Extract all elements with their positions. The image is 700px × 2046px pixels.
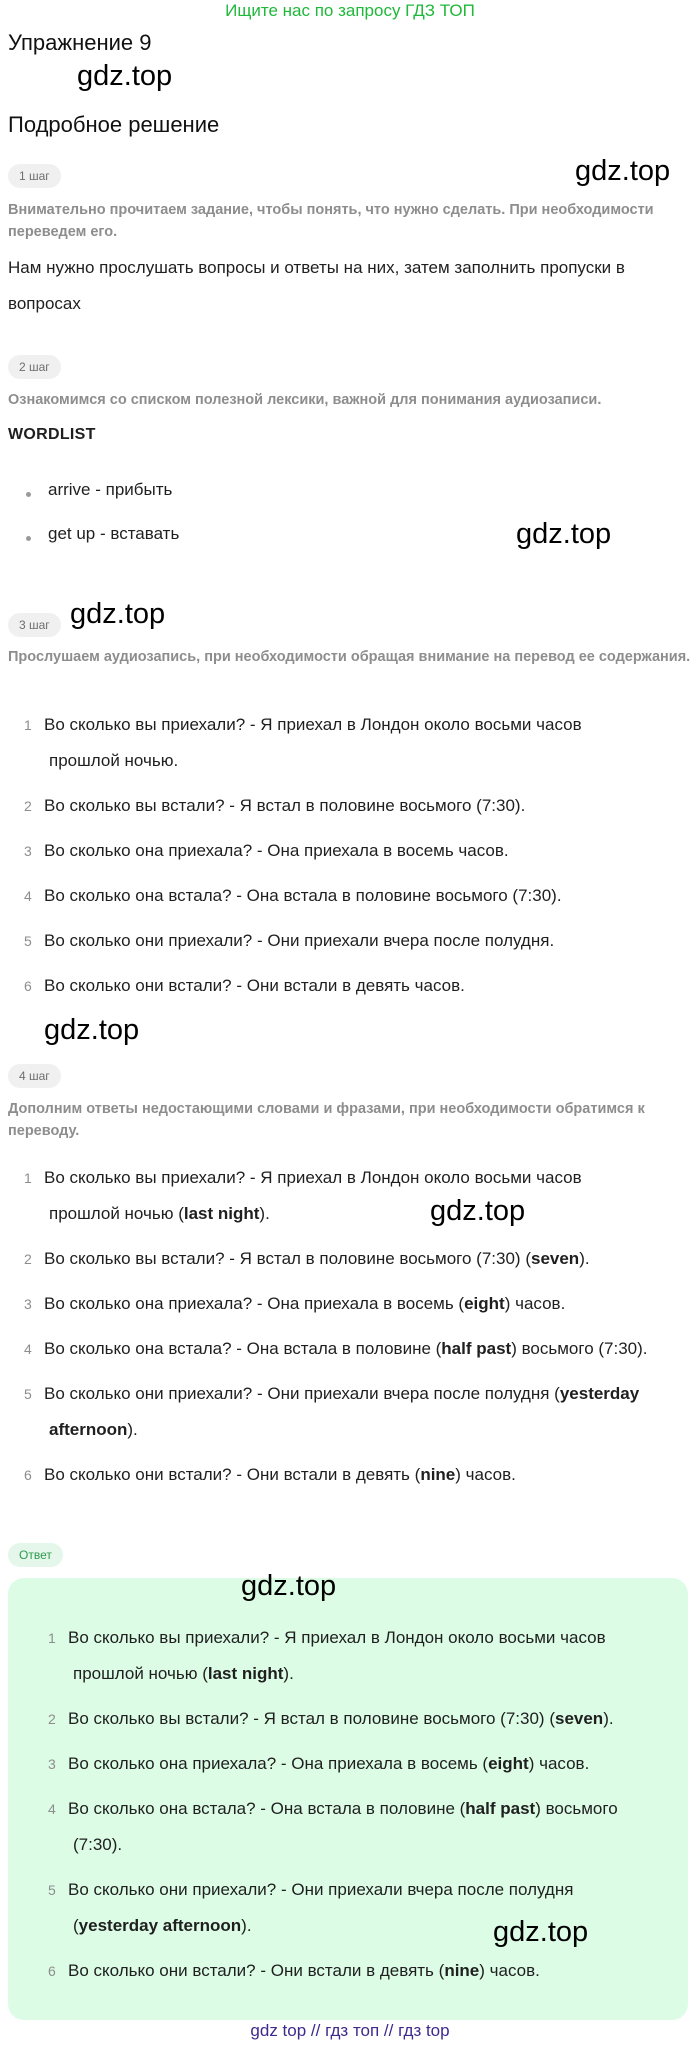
item-text: Во сколько она встала? - Она встала в половине восьмого (7:30). [44, 886, 562, 905]
answer-word: eight [464, 1294, 505, 1313]
item-text: ) часов. [479, 1961, 540, 1980]
answer-word: seven [554, 1709, 604, 1728]
answer-word: yesterday afternoon [78, 1916, 242, 1935]
item-text: Во сколько вы встали? - Я встал в половине восьмого (7:30) ( [68, 1709, 555, 1728]
list-item [8, 923, 692, 959]
item-text: Во сколько она приехала? - Она приехала в восемь ( [68, 1754, 489, 1773]
item-number: 4 [24, 888, 32, 904]
item-number: 3 [48, 1756, 56, 1772]
item-text: Во сколько вы приехали? - Я приехал в Лондон около восьми часов [44, 1168, 582, 1187]
list-item [8, 707, 692, 779]
item-text: Во сколько они встали? - Они встали в девять ( [68, 1961, 445, 1980]
item-text: Во сколько она приехала? - Она приехала в восемь часов. [44, 841, 509, 860]
item-number: 2 [48, 1711, 56, 1727]
list-item [8, 788, 692, 824]
answer-word: nine [420, 1465, 456, 1484]
item-text: Во сколько вы приехали? - Я приехал в Лондон около восьми часов [68, 1628, 606, 1647]
item-text: ). [259, 1204, 270, 1223]
answer-word: eight [488, 1754, 529, 1773]
item-number: 6 [24, 978, 32, 994]
step-badge: 1 шаг [8, 164, 61, 188]
item-number: 4 [24, 1341, 32, 1357]
item-text: Во сколько они встали? - Они встали в девять ( [44, 1465, 421, 1484]
item-text: ). [127, 1420, 138, 1439]
item-text: Во сколько она встала? - Она встала в половине ( [44, 1339, 442, 1358]
list-item [8, 833, 692, 869]
answer-word: afternoon [49, 1420, 128, 1439]
item-text: Во сколько они встали? - Они встали в девять часов. [44, 976, 465, 995]
list-item [8, 1286, 692, 1322]
step-instruction: Ознакомимся со списком полезной лексики, важной для понимания аудиозаписи. [8, 392, 602, 408]
item-number: 6 [24, 1467, 32, 1483]
step-badge: 3 шаг [8, 613, 61, 637]
answer-badge: Ответ [8, 1543, 63, 1567]
item-text: прошлой ночью. [49, 751, 179, 770]
item-text: ). [241, 1916, 252, 1935]
list-item [32, 1746, 688, 1782]
item-number: 5 [24, 933, 32, 949]
item-number: 1 [48, 1630, 56, 1646]
ordered-list [8, 707, 692, 1013]
item-text: ) часов. [528, 1754, 590, 1773]
page-title: Упражнение 9 [8, 30, 152, 55]
item-text: ). [579, 1249, 590, 1268]
item-text: Во сколько вы встали? - Я встал в половине восьмого (7:30). [44, 796, 526, 815]
step-badge: 2 шаг [8, 355, 61, 379]
list-item [32, 1953, 688, 1989]
watermark: gdz.top [575, 155, 671, 187]
step-instruction: Внимательно прочитаем задание, чтобы понять, что нужно сделать. При необходимости переведем его. [8, 202, 654, 240]
item-number: 1 [24, 1170, 32, 1186]
step-instruction: Прослушаем аудиозапись, при необходимости обращая внимание на перевод ее содержания. [8, 649, 691, 665]
item-text: прошлой ночью ( [73, 1664, 208, 1683]
wordlist-heading: WORDLIST [8, 426, 96, 443]
item-text: Во сколько они приехали? - Они приехали вчера после полудня. [44, 931, 555, 950]
item-text: прошлой ночью ( [49, 1204, 184, 1223]
answer-word: half past [465, 1799, 536, 1818]
item-text: ) восьмого [535, 1799, 618, 1818]
item-number: 2 [24, 798, 32, 814]
item-number: 2 [24, 1251, 32, 1267]
ordered-list [8, 1160, 692, 1502]
bullet-icon [26, 492, 31, 497]
step-instruction: Дополним ответы недостающими словами и фразами, при необходимости обратимся к переводу. [8, 1101, 645, 1139]
item-number: 5 [24, 1386, 32, 1402]
item-text: Во сколько вы встали? - Я встал в половине восьмого (7:30) ( [44, 1249, 531, 1268]
list-item [8, 1331, 692, 1367]
item-number: 3 [24, 843, 32, 859]
watermark: gdz.top [44, 1014, 140, 1046]
item-text: ( [73, 1916, 79, 1935]
item-text: Во сколько она приехала? - Она приехала в восемь ( [44, 1294, 465, 1313]
watermark: gdz.top [493, 1916, 589, 1948]
answer-word: yesterday [559, 1384, 640, 1403]
list-item [32, 1872, 688, 1944]
item-text: Во сколько она встала? - Она встала в половине ( [68, 1799, 466, 1818]
item-text: ). [283, 1664, 294, 1683]
item-text: Во сколько они приехали? - Они приехали вчера после полудня [68, 1880, 574, 1899]
answer-word: last night [183, 1204, 260, 1223]
step-badge: 4 шаг [8, 1064, 61, 1088]
item-number: 6 [48, 1963, 56, 1979]
list-item [8, 1457, 692, 1493]
item-number: 1 [24, 717, 32, 733]
answer-word: last night [207, 1664, 284, 1683]
item-text: Во сколько вы приехали? - Я приехал в Лондон около восьми часов [44, 715, 582, 734]
word-entry: get up - вставать [48, 524, 180, 543]
item-text: ) часов. [455, 1465, 516, 1484]
list-item [32, 1620, 688, 1692]
section-title: Подробное решение [8, 112, 220, 137]
item-text: Во сколько они приехали? - Они приехали вчера после полудня ( [44, 1384, 560, 1403]
list-item [8, 878, 692, 914]
list-item [8, 1241, 692, 1277]
item-text: ) часов. [504, 1294, 566, 1313]
step-text: Нам нужно прослушать вопросы и ответы на них, затем заполнить пропуски в вопросах [8, 258, 625, 313]
list-item [8, 968, 692, 1004]
answer-word: seven [530, 1249, 580, 1268]
list-item [32, 1701, 688, 1737]
word-entry: arrive - прибыть [48, 480, 173, 499]
watermark: gdz.top [241, 1570, 337, 1602]
watermark: gdz.top [70, 598, 166, 630]
answer-word: nine [444, 1961, 480, 1980]
item-number: 4 [48, 1801, 56, 1817]
item-number: 3 [24, 1296, 32, 1312]
item-text: (7:30). [73, 1835, 123, 1854]
footer-links[interactable]: gdz top // гдз топ // гдз top [250, 2021, 450, 2040]
bullet-icon [26, 536, 31, 541]
item-text: ). [603, 1709, 614, 1728]
list-item [8, 1376, 692, 1448]
answer-word: half past [441, 1339, 512, 1358]
watermark: gdz.top [516, 518, 612, 550]
answer-list [32, 1620, 688, 1998]
watermark: gdz.top [77, 60, 173, 92]
list-item [8, 1160, 692, 1232]
search-banner[interactable]: Ищите нас по запросу ГДЗ ТОП [225, 1, 475, 20]
item-number: 5 [48, 1882, 56, 1898]
watermark: gdz.top [430, 1195, 526, 1227]
list-item [32, 1791, 688, 1863]
item-text: ) восьмого (7:30). [511, 1339, 648, 1358]
